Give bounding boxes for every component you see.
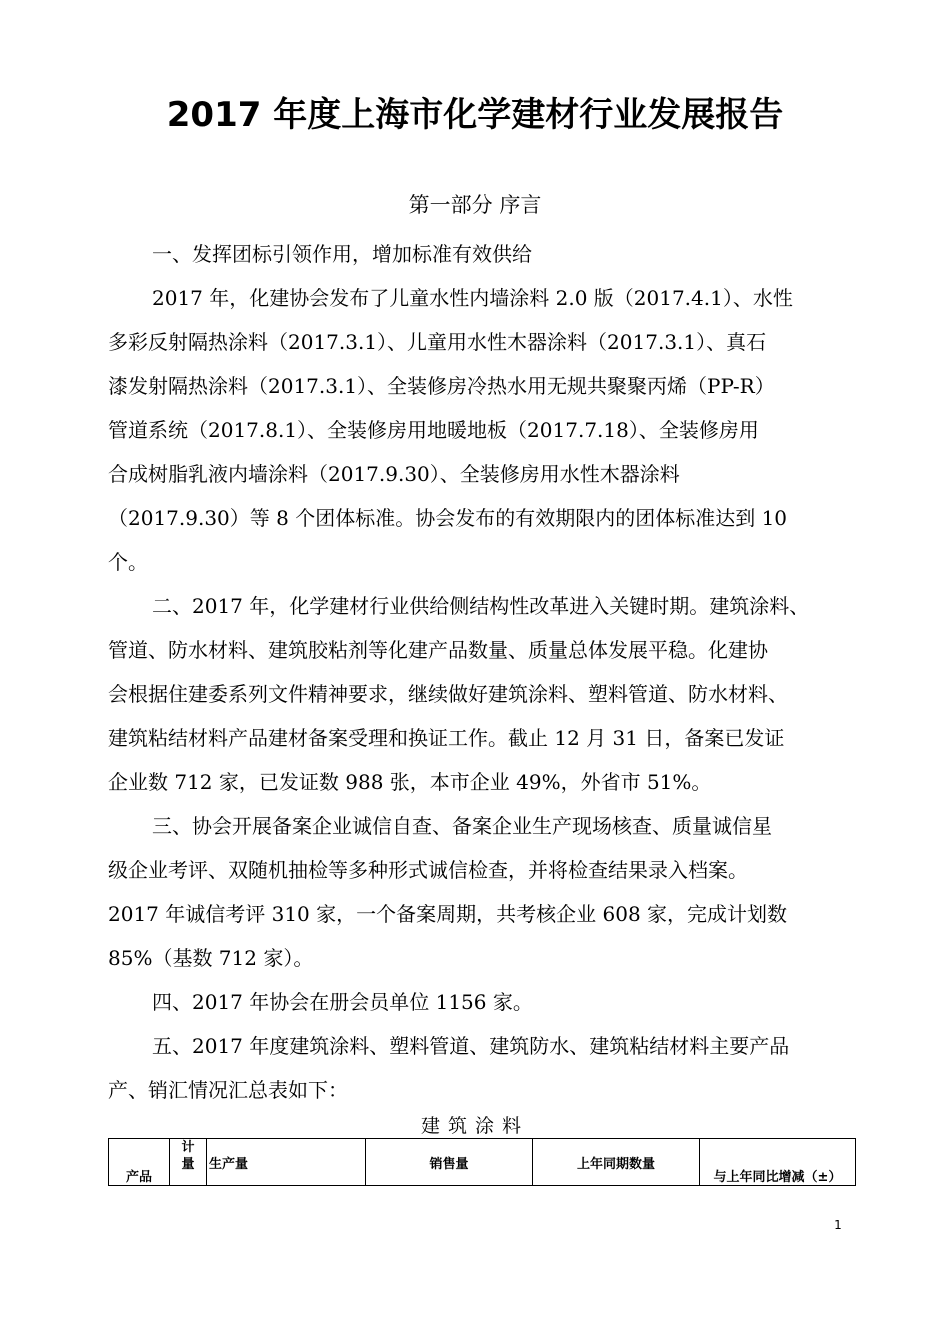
- header-product: 产品: [109, 1139, 170, 1186]
- paragraph-2-line: 漆发射隔热涂料（2017.3.1）、全装修房冷热水用无规共聚聚丙烯（PP-R）: [108, 374, 775, 398]
- table-header-row: [109, 1139, 856, 1186]
- paragraph-2-line: 管道系统（2017.8.1）、全装修房用地暖地板（2017.7.18）、全装修房用: [108, 418, 759, 442]
- paragraph-1: 一、发挥团标引领作用，增加标准有效供给: [152, 242, 532, 266]
- header-prev-year: 上年同期数量: [533, 1139, 700, 1186]
- paragraph-3-line: 管道、防水材料、建筑胶粘剂等化建产品数量、质量总体发展平稳。化建协: [108, 638, 768, 662]
- paragraph-5: 四、2017 年协会在册会员单位 1156 家。: [152, 990, 533, 1014]
- header-change: 与上年同比增减（±）: [700, 1139, 856, 1186]
- header-production: 生产量: [207, 1139, 366, 1186]
- paragraph-2-line: （2017.9.30）等 8 个团体标准。协会发布的有效期限内的团体标准达到 10: [108, 506, 788, 530]
- paragraph-3-line: 二、2017 年，化学建材行业供给侧结构性改革进入关键时期。建筑涂料、: [152, 594, 810, 618]
- header-unit-line: 计: [181, 1140, 195, 1155]
- paragraph-2-line: 2017 年，化建协会发布了儿童水性内墙涂料 2.0 版（2017.4.1）、水性: [152, 286, 793, 310]
- paragraph-2-line: 多彩反射隔热涂料（2017.3.1）、儿童用水性木器涂料（2017.3.1）、真石: [108, 330, 767, 354]
- paragraph-2-line: 合成树脂乳液内墙涂料（2017.9.30）、全装修房用水性木器涂料: [108, 462, 680, 486]
- paragraph-3-line: 企业数 712 家，已发证数 988 张，本市企业 49%，外省市 51%。: [108, 770, 712, 794]
- page-number: 1: [834, 1218, 842, 1232]
- paragraph-4-line: 85%（基数 712 家）。: [108, 946, 314, 970]
- paragraph-4-line: 三、协会开展备案企业诚信自查、备案企业生产现场核查、质量诚信星: [152, 814, 772, 838]
- paragraph-3-line: 建筑粘结材料产品建材备案受理和换证工作。截止 12 月 31 日，备案已发证: [108, 726, 785, 750]
- header-sales: 销售量: [366, 1139, 533, 1186]
- paragraph-6-line: 五、2017 年度建筑涂料、塑料管道、建筑防水、建筑粘结材料主要产品: [152, 1034, 790, 1058]
- report-title: 2017 年度上海市化学建材行业发展报告: [166, 95, 784, 135]
- coatings-table: [108, 1138, 856, 1186]
- body-text: [108, 232, 868, 1112]
- paragraph-3-line: 会根据住建委系列文件精神要求，继续做好建筑涂料、塑料管道、防水材料、: [108, 682, 788, 706]
- paragraph-4-line: 2017 年诚信考评 310 家，一个备案周期，共考核企业 608 家，完成计划数: [108, 902, 788, 926]
- table-caption: 建筑涂料: [420, 1115, 529, 1137]
- paragraph-6-line: 产、销汇情况汇总表如下：: [108, 1078, 348, 1102]
- section-title: 第一部分 序言: [408, 193, 542, 217]
- header-unit: [170, 1139, 207, 1186]
- header-unit-line: 量: [181, 1157, 195, 1172]
- paragraph-2-line: 个。: [108, 550, 148, 574]
- paragraph-4-line: 级企业考评、双随机抽检等多种形式诚信检查，并将检查结果录入档案。: [108, 858, 748, 882]
